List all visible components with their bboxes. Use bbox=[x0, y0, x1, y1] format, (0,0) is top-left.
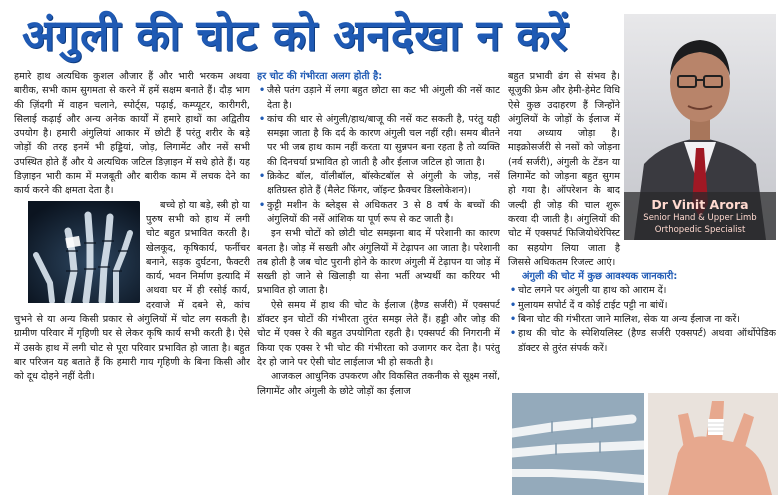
col1-paragraph-1-text: हमारे हाथ अत्यधिक कुशल औजार हैं और भारी भरकम अथवा बारीक, सभी काम सुगमता से करने में हमें सक्षम बनाते हैं। दौड़ भाग की ज़िंदगी में वाहन चलाने, स्पोर्ट्स, पढ़ाई, कम्प्यूटर, कारीगरी, सिलाई कढ़ाई और अन्य अनेक कार्यों में हमारे हाथों का अद्वितीय उपयोग है। हमारी अंगुलियां आकार में छोटी हैं परंतु शरीर के बड़े जोड़ों की तरह इनमें भी हड्डियां, जोड़, लिगामेंट और नसें सभी उपस्थित होते हैं और ये अत्यधिक जटिल डिज़ाइन में सधे होते हैं। यह डिज़ाइन भारी काम में मजबूती और बारीक काम में लचक देने का कार्य करने की क्षमता देता है। bbox=[14, 71, 250, 197]
photo-spacer bbox=[620, 70, 776, 242]
advice-bullet-4: • हाथ की चोट के स्पेशियलिस्ट (हैण्ड सर्जरी एक्सपर्ट) अथवा ऑर्थोपेडिक डॉक्टर से तुरंत संपर्क करें। bbox=[508, 327, 776, 356]
col3-paragraph-1-text: बहुत प्रभावी ढंग से संभव है। सूजुकी फ्रेम और हेमी-हेमेट विधि ऐसे कुछ उदाहरण हैं जिन्होंने अंगुलियों के जोड़ों के ईलाज में नया अध्याय जोड़ा है। माइक्रोसर्जरी से नसों को जोड़ना (नर्व सर्जरी), अंगुली के टेंडन या लिगामेंट को जोड़ना बहुत सुगम हो गया है। ऑपरेशन के बाद जल्दी ही जोड़ की चाल शुरू करवा दी जाती है। अंगुलियों की चोट में एक्सपर्ट फिजियोथेरेपिस्ट का सहयोग लिया जाता है जिससे अधिकतम रिजल्ट आएं। bbox=[508, 71, 620, 268]
severity-bullet-2: • कांच की धार से अंगुली/हाथ/बाजू की नसें कट सकती है, परंतु यही समझा जाता है कि दर्द के कारण अंगुली चल नहीं रही। समय बीतने पर भी जब हाथ काम नहीं करता या सुन्नपन बना रहता है तो व्यक्ति की दिनचर्या प्रभावित हो जाती है और ईलाज जटिल हो जाता है। bbox=[257, 113, 500, 170]
doctor-title-line-1: Senior Hand & Upper Limb bbox=[643, 213, 757, 223]
severity-bullet-1: • जैसे पतंग उड़ाने में लगा बहुत छोटा सा कट भी अंगुली की नसें काट देता है। bbox=[257, 84, 500, 113]
doctor-name: Dr Vinit Arora bbox=[651, 197, 749, 212]
article-column-1 bbox=[14, 70, 250, 495]
col3-paragraph-1 bbox=[508, 70, 776, 270]
severity-bullet-3: • क्रिकेट बॉल, वॉलीबॉल, बॉस्केटबॉल से अंगुली के जोड़, नसें क्षतिग्रस्त होते हैं (मैलेट फिंगर, जॉइन्ट फ्रैक्चर डिस्लोकेशन)। bbox=[257, 170, 500, 199]
col1-paragraph-2 bbox=[14, 199, 250, 385]
headline: अंगुली की चोट को अनदेखा न करें bbox=[22, 11, 568, 61]
hand-xray-image bbox=[14, 201, 140, 303]
col1-paragraph-2-text: बच्चे हो या बड़े, स्त्री हो या पुरुष सभी को हाथ में लगी चोट बहुत प्रभावित करती है। खेलकूद, कृषिकार्य, फर्नीचर बनाने, सड़क दुर्घटना, फैक्टरी कार्य, भवन निर्माण इत्यादि में अथवा घर में ही रसोई कार्य, दरवाजे में दबने से, कांच चुभने से या अन्य किसी प्रकार से अंगुलियों में चोट लग सकती है। ग्रामीण परिवार में गृहिणी घर से लेकर कृषि कार्य सभी करती है। ऐसे में उसके हाथ में लगी चोट से पूरा परिवार प्रभावित हो जाता है। बहुत बार परिजन यह बताते हैं कि हमारी गाय गृहिणी के बिना किसी और को दूध दोहने नहीं देती। bbox=[14, 199, 250, 383]
article-column-2 bbox=[257, 70, 500, 495]
advice-subhead: अंगुली की चोट में कुछ आवश्यक जानकारी: bbox=[522, 271, 678, 283]
doctor-title-line-2: Orthopedic Specialist bbox=[654, 224, 746, 235]
finger-xray-image bbox=[512, 393, 644, 495]
col1-paragraph-1 bbox=[14, 70, 250, 199]
col2-paragraph-2: ऐसे समय में हाथ की चोट के ईलाज (हैण्ड सर्जरी) में एक्सपर्ट डॉक्टर इन चोटों की गंभीरता तुरंत समझ लेते हैं। हड्डी और जोड़ की चोट में एक्स रे की बहुत उपयोगिता रहती है। एक्सपर्ट की निगरानी में किया एक एक्स रे भी चोट की गंभीरता को उजागर कर देता है। परंतु देर हो जाने पर ऐसी चोट लाईलाज भी हो सकती है। bbox=[257, 299, 500, 368]
col2-paragraph-3: आजकल आधुनिक उपकरण और विकसित तकनीक से सूक्ष्म नसों, लिगामेंट और अंगुली के छोटे जोड़ों का ईलाज bbox=[257, 371, 500, 397]
advice-bullet-2: • मुलायम सपोर्ट दें व कोई टाईट पट्टी ना बांधें। bbox=[508, 299, 776, 313]
bandaged-hand-photo bbox=[648, 393, 778, 495]
advice-bullet-3: • बिना चोट की गंभीरता जाने मालिश, सेक या अन्य ईलाज ना करें। bbox=[508, 313, 776, 327]
severity-subhead: हर चोट की गंभीरता अलग होती है: bbox=[257, 71, 383, 82]
advice-bullet-1: • चोट लगने पर अंगुली या हाथ को आराम दें। bbox=[508, 284, 776, 298]
severity-bullet-4: • कुट्टी मशीन के ब्लेड्स से अधिकतर 3 से 8 वर्ष के बच्चों की अंगुलियों की नसें आंशिक या पूर्ण रूप से कट जाती है। bbox=[257, 199, 500, 228]
col2-paragraph-1: इन सभी चोटों को छोटी चोट समझना बाद में परेशानी का कारण बनता है। जोड़ में सख्ती और अंगुलियों में टेढ़ापन आ जाता है। परेशानी तब होती है जब चोट पुरानी होने के कारण अंगुली में टेढ़ापन या जोड़ में सख्ती हो जाने से खिलाड़ी या सेना भर्ती अभ्यर्थी का करियर भी प्रभावित हो जाता है। bbox=[257, 228, 500, 297]
